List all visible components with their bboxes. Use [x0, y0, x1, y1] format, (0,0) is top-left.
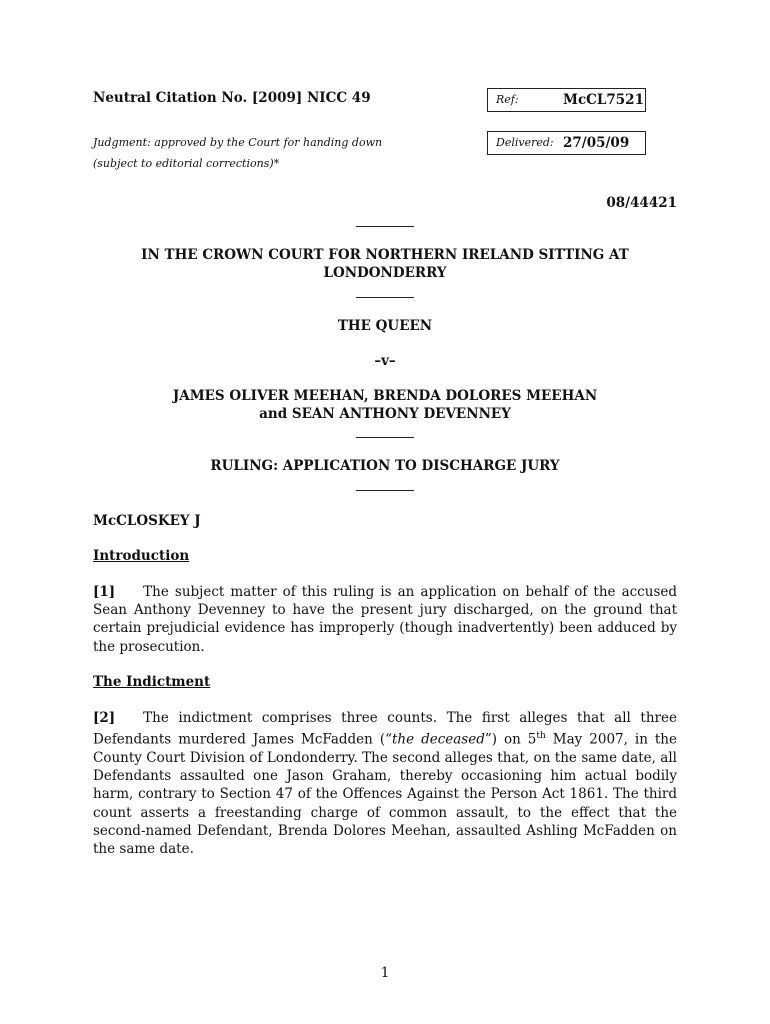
- delivered-label: Delivered:: [496, 136, 554, 149]
- defendants-line-1: JAMES OLIVER MEEHAN, BRENDA DOLORES MEEHAN: [172, 388, 598, 404]
- ref-label: Ref:: [496, 93, 519, 106]
- paragraph-text: ”) on 5: [484, 731, 537, 748]
- subject-note: (subject to editorial corrections)*: [93, 157, 280, 170]
- paragraph-2: [93, 709, 677, 858]
- prosecution: THE QUEEN: [337, 318, 433, 334]
- divider: [356, 490, 414, 491]
- divider: [356, 437, 414, 438]
- versus: –v–: [374, 353, 396, 369]
- paragraph-text: The indictment comprises three counts. The first alleges that all three Defendants murdered James McFadden (“: [93, 710, 677, 748]
- ruling-title: RULING: APPLICATION TO DISCHARGE JURY: [210, 458, 560, 474]
- section-heading-introduction: Introduction: [93, 548, 190, 564]
- paragraph-text: May 2007, in the County Court Division of Londonderry. The second alleges that, on the same date, all Defendants assaulted one Jason Graham, thereby occasioning him actual bodily harm, contrary to Section 47 of the Offences Against the Person Act 1861. The third count asserts a freestanding charge of common assault, to the effect that the second-named Defendant, Brenda Dolores Meehan, assaulted Ashling McFadden on the same date.: [93, 731, 677, 857]
- paragraph-number: [1]: [93, 584, 116, 600]
- case-number: 08/44421: [606, 195, 677, 211]
- court-line-2: LONDONDERRY: [323, 265, 447, 281]
- neutral-citation: Neutral Citation No. [2009] NICC 49: [93, 90, 371, 106]
- paragraph-number: [2]: [93, 710, 116, 726]
- superscript: th: [536, 731, 546, 742]
- defendants-line-2: and SEAN ANTHONY DEVENNEY: [259, 406, 511, 422]
- delivered-value: 27/05/09: [563, 135, 630, 151]
- delivered-box: [487, 131, 646, 155]
- paragraph-1: [93, 583, 677, 656]
- paragraph-italic: the deceased: [392, 731, 485, 748]
- divider: [356, 226, 414, 227]
- judgment-note: Judgment: approved by the Court for handing down: [93, 136, 383, 149]
- paragraph-text: The subject matter of this ruling is an application on behalf of the accused Sean Anthony Devenney to have the present jury discharged, on the ground that certain prejudicial evidence has improperly (though inadvertently) been adduced by the prosecution.: [93, 584, 677, 655]
- court-line-1: IN THE CROWN COURT FOR NORTHERN IRELAND SITTING AT: [141, 247, 629, 263]
- ref-value: McCL7521: [563, 92, 644, 108]
- divider: [356, 297, 414, 298]
- page-number: 1: [380, 965, 390, 981]
- judge-name: McCLOSKEY J: [93, 513, 201, 529]
- section-heading-indictment: The Indictment: [93, 674, 211, 690]
- reference-box: [487, 88, 646, 112]
